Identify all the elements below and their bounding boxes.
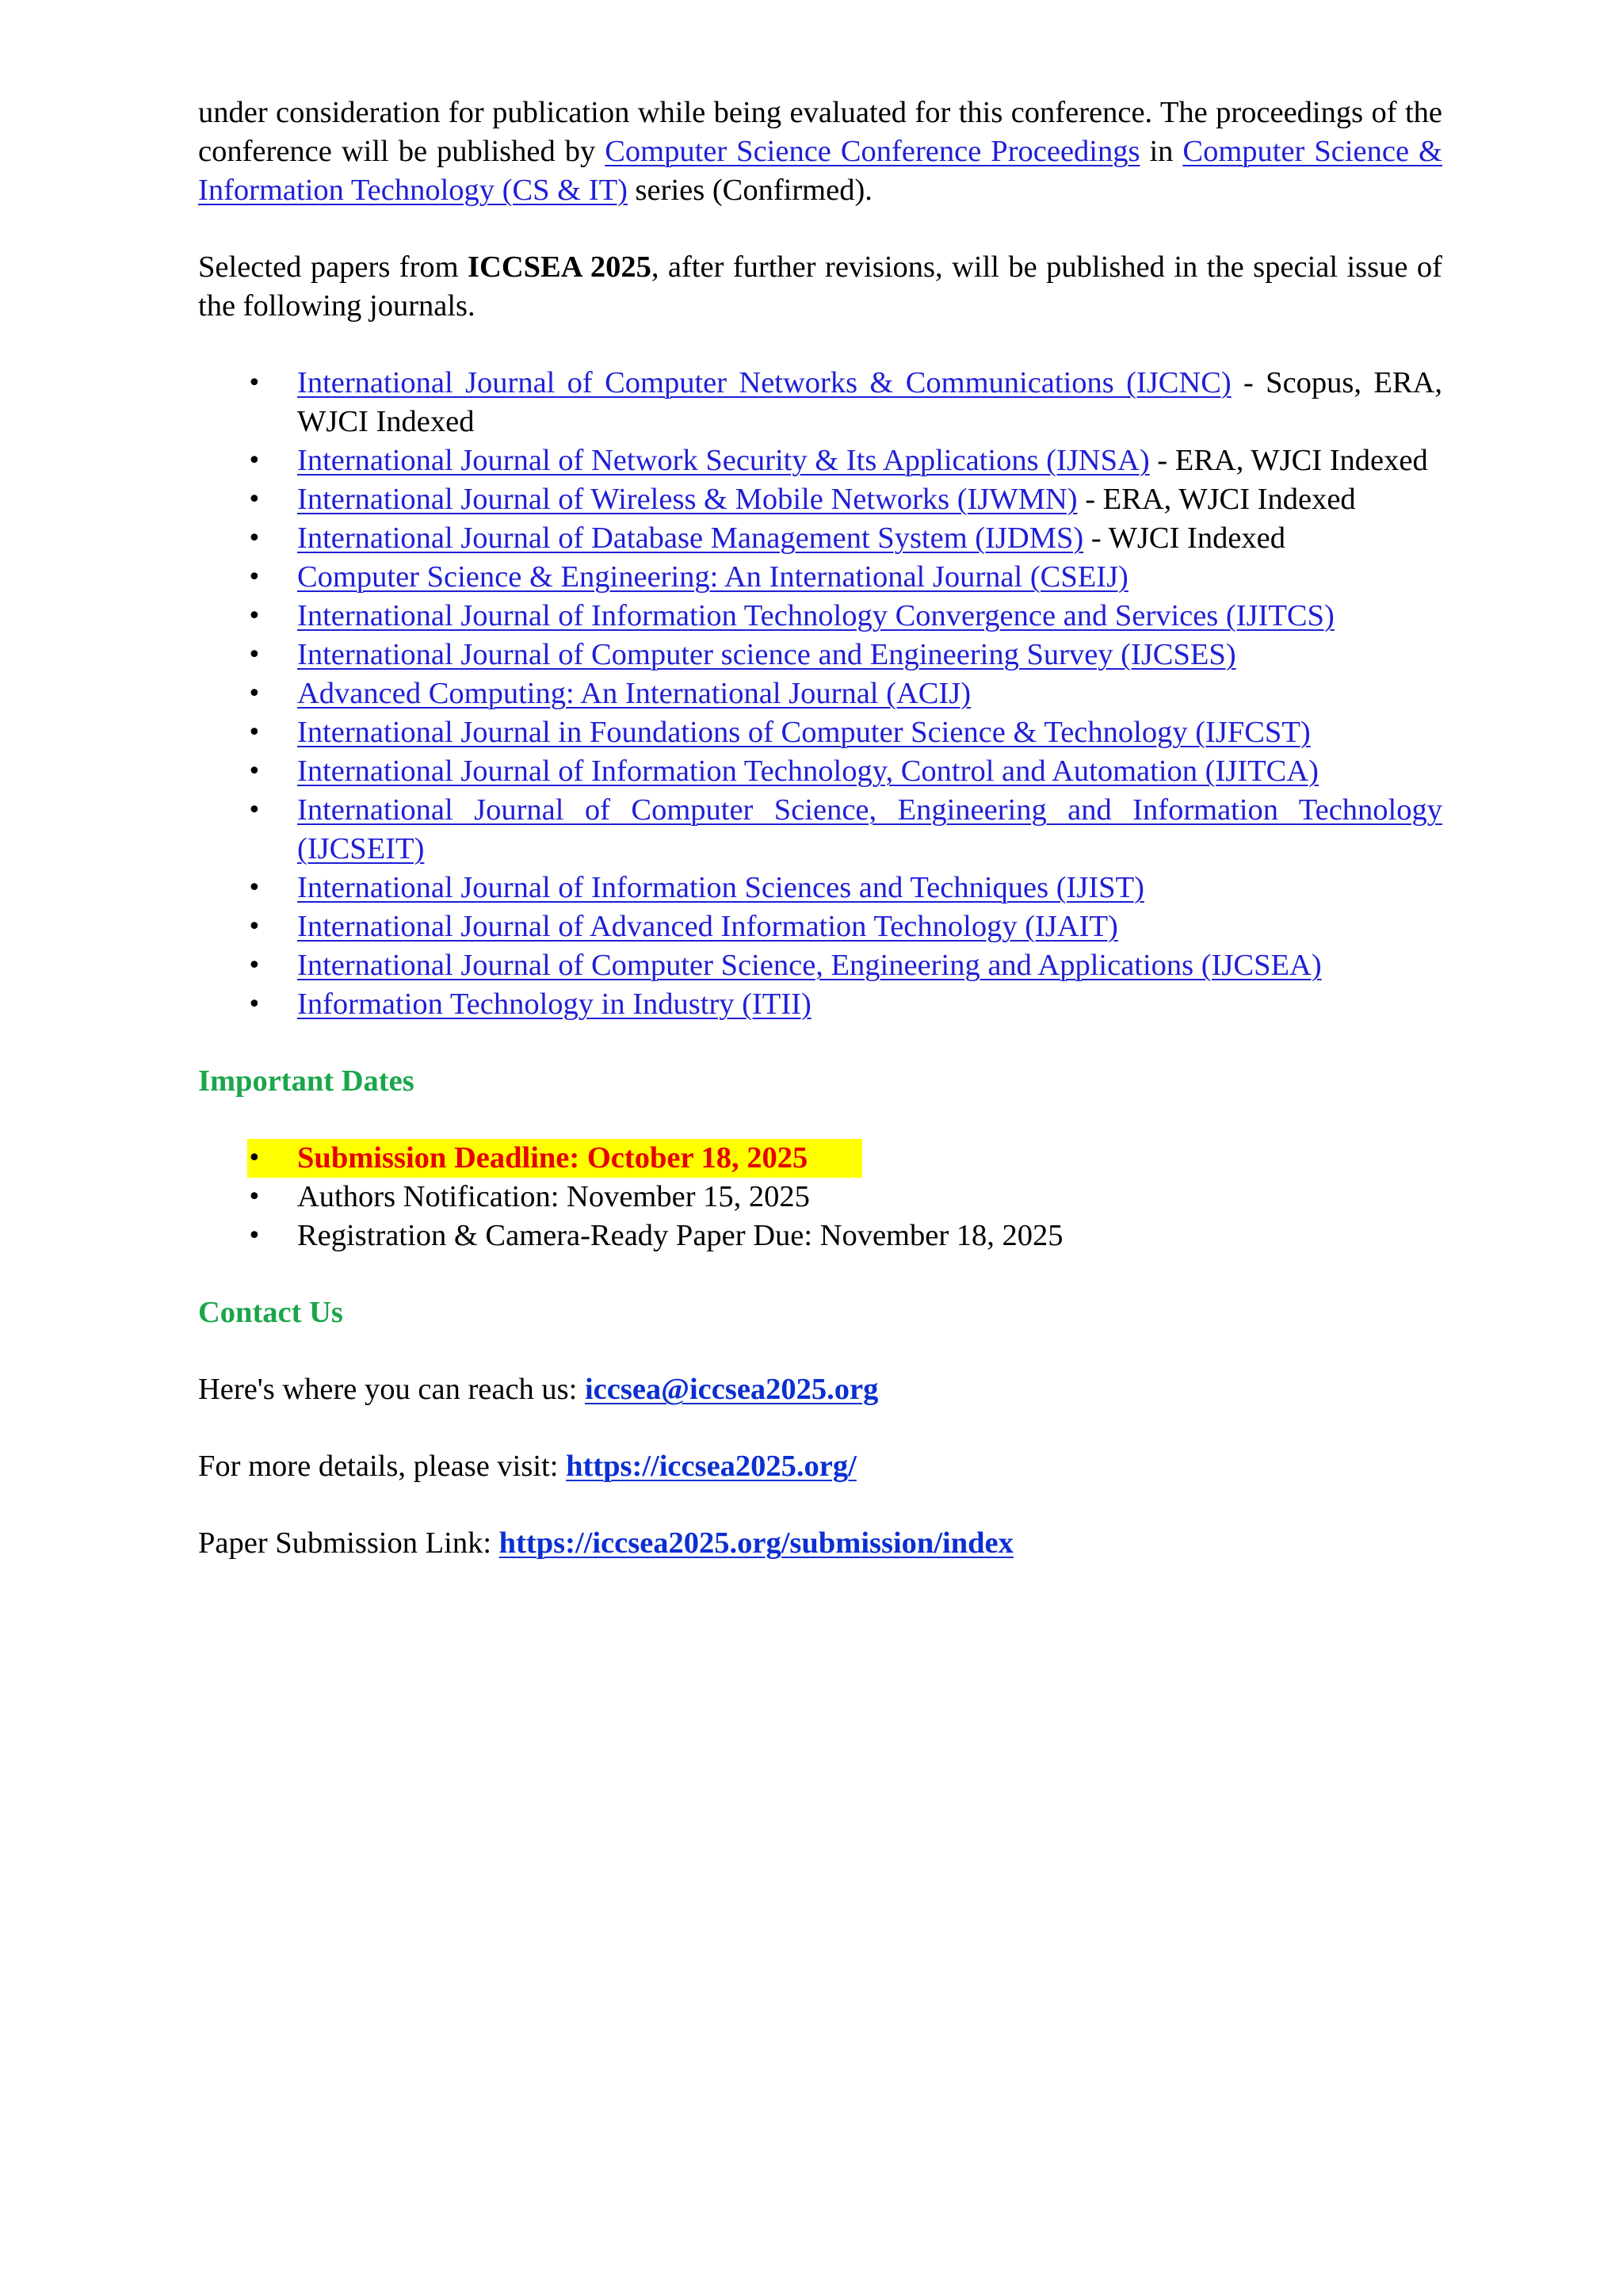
journal-item [198,946,1442,985]
journal-link[interactable]: International Journal of Advanced Information Technology (IJAIT) [297,910,1118,943]
selected-text-before: Selected papers from [198,250,468,284]
journal-link[interactable]: International Journal of Information Technology, Control and Automation (IJITCA) [297,755,1319,788]
journal-indexing: - WJCI Indexed [1083,521,1286,555]
bullet-icon: • [247,1144,262,1172]
journal-item [198,869,1442,907]
bullet-icon: • [247,952,262,980]
journal-item [198,441,1442,480]
website-line [198,1447,1442,1486]
journal-link[interactable]: Advanced Computing: An International Journal (ACIJ) [297,677,972,710]
journal-item [198,364,1442,441]
submission-deadline-item [198,1139,1442,1178]
spacer [198,1024,1442,1062]
journal-link[interactable]: International Journal of Wireless & Mobile Networks (IJWMN) [297,483,1078,516]
bullet-icon: • [247,447,262,475]
important-dates-heading: Important Dates [198,1064,414,1098]
submission-deadline: Submission Deadline: October 18, 2025 [297,1141,808,1175]
conference-name: ICCSEA 2025 [468,250,651,284]
selected-papers-paragraph [198,248,1442,326]
spacer [198,1101,1442,1139]
journal-item [198,519,1442,558]
journal-link[interactable]: Information Technology in Industry (ITII) [297,988,812,1021]
notification-date-item [198,1178,1442,1217]
bullet-icon: • [247,680,262,708]
journal-item [198,713,1442,752]
journal-item [198,636,1442,674]
submission-link-line [198,1524,1442,1563]
document-page [198,94,1442,1563]
journal-item [198,558,1442,597]
spacer [198,1486,1442,1524]
journal-link[interactable]: International Journal of Computer Networks & Communications (IJCNC) [297,366,1232,399]
bullet-icon: • [247,1222,262,1250]
intro-mid-text: in [1140,135,1183,168]
email-link[interactable]: iccsea@iccsea2025.org [584,1373,879,1406]
submission-label: Paper Submission Link: [198,1526,499,1560]
bullet-icon: • [247,641,262,669]
bullet-icon: • [247,874,262,902]
email-label: Here's where you can reach us: [198,1373,585,1406]
journal-indexing: - Scopus, ERA, WJCI Indexed [297,366,1442,438]
bullet-icon: • [247,758,262,785]
journal-indexing: - ERA, WJCI Indexed [1077,483,1356,516]
website-link[interactable]: https://iccsea2025.org/ [566,1450,857,1483]
journal-link[interactable]: International Journal of Computer science and Engineering Survey (IJCSES) [297,638,1236,671]
journal-link[interactable]: International Journal of Information Sciences and Techniques (IJIST) [297,871,1144,904]
cs-it-series-link[interactable]: Computer Science & Information Technology (CS & IT) [198,135,1443,207]
journal-link[interactable]: International Journal of Computer Science, Engineering and Applications (IJCSEA) [297,949,1322,982]
journal-item [198,791,1442,869]
selected-text-after: , after further revisions, will be published in the special issue of the following journals. [198,250,1442,323]
journal-item [198,985,1442,1024]
camera-ready-date-item [198,1217,1442,1255]
camera-ready-date: Registration & Camera-Ready Paper Due: November 18, 2025 [297,1219,1064,1252]
journal-item [198,752,1442,791]
spacer [198,1409,1442,1447]
journal-link[interactable]: International Journal of Computer Science, Engineering and Information Technology (IJCSEIT) [297,793,1442,865]
notification-date: Authors Notification: November 15, 2025 [297,1180,810,1213]
dates-list [198,1139,1442,1255]
journal-item [198,480,1442,519]
journal-link[interactable]: International Journal in Foundations of Computer Science & Technology (IJFCST) [297,716,1311,749]
bullet-icon: • [247,525,262,552]
journal-item [198,597,1442,636]
journal-link[interactable]: International Journal of Network Security & Its Applications (IJNSA) [297,444,1150,477]
intro-paragraph [198,94,1442,210]
spacer [198,1255,1442,1293]
bullet-icon: • [247,563,262,591]
journal-indexing: - ERA, WJCI Indexed [1149,444,1428,477]
spacer [198,326,1442,364]
bullet-icon: • [247,797,262,824]
journal-list [198,364,1442,1024]
spacer [198,1332,1442,1370]
cs-conference-proceedings-link[interactable]: Computer Science Conference Proceedings [605,135,1140,168]
contact-us-heading: Contact Us [198,1296,343,1329]
bullet-icon: • [247,991,262,1018]
journal-item [198,674,1442,713]
contact-email-line [198,1370,1442,1409]
bullet-icon: • [247,719,262,747]
submission-link[interactable]: https://iccsea2025.org/submission/index [498,1526,1014,1560]
journal-link[interactable]: International Journal of Database Management System (IJDMS) [297,521,1084,555]
bullet-icon: • [247,369,262,397]
bullet-icon: • [247,602,262,630]
bullet-icon: • [247,486,262,514]
intro-text: under consideration for publication while being evaluated for this conference. The proceedings of the conference will be published by [198,96,1442,168]
journal-link[interactable]: International Journal of Information Technology Convergence and Services (IJITCS) [297,599,1335,632]
bullet-icon: • [247,1183,262,1211]
bullet-icon: • [247,913,262,941]
intro-end-text: series (Confirmed). [627,174,873,207]
journal-link[interactable]: Computer Science & Engineering: An International Journal (CSEIJ) [297,560,1128,594]
spacer [198,210,1442,248]
journal-item [198,907,1442,946]
website-label: For more details, please visit: [198,1450,567,1483]
